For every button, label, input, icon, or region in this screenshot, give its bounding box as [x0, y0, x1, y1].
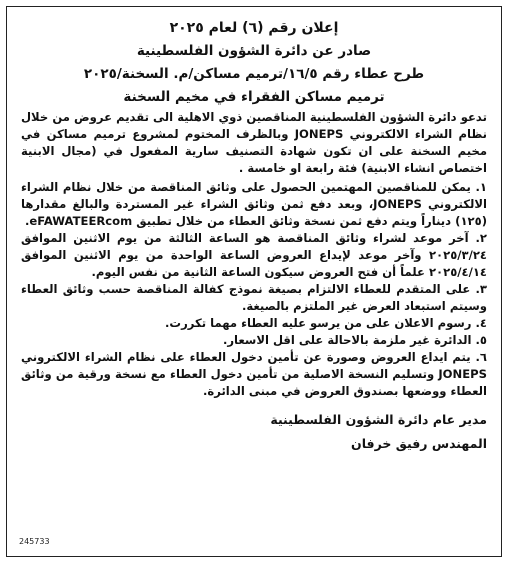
- signature-block: [21, 408, 487, 456]
- intro-paragraph: تدعو دائرة الشؤون الفلسطينية المناقصين ذوي الاهلية الى تقديم عروض من خلال نظام الشراء الالكتروني JONEPS وبالظرف المختوم لمشروع ترميم مساكن في مخيم السخنة على ان تكون شهادة التصنيف سارية المفعول في (مجال الابنية اختصاص انشاء الابنية) فئة رابعة او خامسة .: [21, 110, 487, 175]
- issuer-line: صادر عن دائرة الشؤون الفلسطينية: [136, 43, 372, 59]
- tender-title: ترميم مساكن الفقراء في مخيم السخنة: [123, 89, 385, 105]
- announcement-number: إعلان رقم (٦) لعام ٢٠٢٥: [169, 20, 339, 36]
- condition-item-3: ٣. على المتقدم للعطاء الالتزام بصيغة نموذج كفالة المناقصة حسب وثائق العطاء وسيتم استبعاد العرض غير الملتزم بالصيغة.: [21, 282, 487, 313]
- conditions-list: [21, 179, 487, 400]
- condition-item-1: ١. يمكن للمناقصين المهتمين الحصول على وثائق المناقصة من خلال نظام الشراء الالكتروني JONEPS، وبعد دفع ثمن وثائق الشراء غير المستردة والبالغ مقدارها (١٢٥) ديناراً ويتم دفع ثمن نسخة وثائق العطاء من خلال تطبيق eFAWATEERcom.: [21, 180, 487, 228]
- announcement-content: [21, 17, 487, 456]
- ad-code: 245733: [19, 537, 50, 546]
- signatory-name: المهندس رفيق خرفان: [351, 436, 487, 451]
- tender-number: طرح عطاء رقم ١٦/٥/ترميم مساكن/م. السخنة/٢٠٢٥: [83, 66, 425, 82]
- condition-item-4: ٤. رسوم الاعلان على من يرسو عليه العطاء مهما تكررت.: [165, 316, 487, 330]
- condition-item-6: ٦. يتم ايداع العروض وصورة عن تأمين دخول العطاء على نظام الشراء الالكتروني JONEPS وتسليم النسخة الاصلية من تأمين دخول العطاء مع نسخة ورقية من وثائق العطاء ووضعها بصندوق العروض في مبنى الدائرة.: [21, 350, 487, 398]
- signatory-title: مدير عام دائرة الشؤون الفلسطينية: [270, 412, 487, 427]
- announcement-frame: [6, 6, 502, 557]
- condition-item-5: ٥. الدائرة غير ملزمة بالاحالة على اقل الاسعار.: [222, 333, 487, 347]
- condition-item-2: ٢. آخر موعد لشراء وثائق المناقصة هو الساعة الثالثة من يوم الاثنين الموافق ٢٠٢٥/٣/٢٤ وآخر موعد لإيداع العروض الساعة الواحدة من يوم الاثنين الموافق ٢٠٢٥/٤/١٤ علماً أن فتح العروض سيكون الساعة الثانية من نفس اليوم.: [21, 231, 487, 279]
